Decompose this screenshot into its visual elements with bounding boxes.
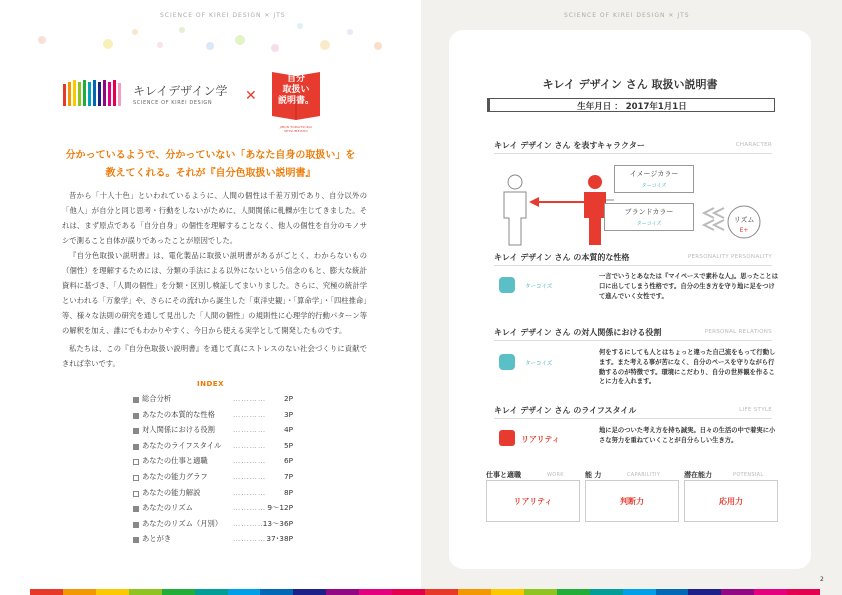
- index-label: あなたの仕事と適職: [142, 456, 208, 466]
- index-leader: …………: [233, 534, 267, 544]
- index-label: あなたのリズム: [142, 503, 193, 513]
- image-color-value: ターコイズ: [641, 183, 667, 189]
- index-label: あなたのリズム（月別）: [142, 518, 223, 528]
- index-bullet: [133, 444, 139, 450]
- book-logo-title: [268, 74, 324, 107]
- index-page: 3P: [283, 409, 293, 419]
- paragraph-2: 『自分色取扱い説明書』は、電化製品に取扱い説明書があるがごとく、わからないもの（個性）を理解するためには、分類の手法による以外にないという信念のもと、膨大な統計資料に基づき、「人間の個性」を分類・区別し検証してまいりました。さらに、究極の統計学といわれる「万象学」や、さらにその流れから誕生した「東洋史観」・「算命学」・「四柱推命」等、様々な法則の研究を通して見出した「人間の個性」の規則性に心理学的行動パターン等の解釈を加え、誰にでもわかりやすく、今日から使える実学として開発したものです。: [62, 251, 367, 335]
- index-page: 6P: [283, 456, 293, 466]
- index-row: [133, 393, 303, 409]
- index-leader: …………: [233, 471, 267, 481]
- lifestyle-section-title: キレイ デザイン さん のライフスタイル: [494, 406, 637, 415]
- character-section-title: キレイ デザイン さん を表すキャラクター: [494, 141, 645, 150]
- book-logo-line-1: 自分: [286, 74, 305, 84]
- index-page: 8P: [283, 487, 293, 497]
- index-bullet: [133, 506, 139, 512]
- index-label: あなたの能力グラフ: [142, 471, 208, 481]
- index-page: 7P: [283, 471, 293, 481]
- ability-value-work: リアリティ: [513, 497, 553, 506]
- book-logo-subtitle: JIBUN TORIATSUKAI SETSUMEISHO: [279, 125, 313, 133]
- index-row: [133, 487, 303, 503]
- index-bullet: [133, 491, 139, 497]
- ability-eng-potential: POTENSIAL: [733, 472, 764, 478]
- book-logo-line-2: 取扱い: [282, 85, 310, 95]
- ability-box-capability: [585, 480, 679, 522]
- rhythm-label: リズム: [733, 216, 755, 224]
- personality-desc: 一言でいうとあなたは『マイペースで素朴な人』。思ったことは口に出してしまう性格です。自分の生き方を守り地に足をつけて進んでいく女性です。: [599, 273, 779, 300]
- index-leader: …………: [233, 425, 267, 435]
- index-row: [133, 533, 303, 549]
- index-leader: …………: [233, 503, 267, 513]
- index-page: 13～36P: [262, 518, 293, 528]
- index-page: 4P: [283, 425, 293, 435]
- cross-mark: ✕: [245, 88, 257, 104]
- book-logo-line-3: 説明書。: [277, 96, 314, 106]
- index-label: あとがき: [142, 534, 172, 544]
- ability-box-work: [486, 480, 580, 522]
- index-label: 対人関係における役割: [142, 425, 215, 435]
- lifestyle-icon: [499, 430, 515, 446]
- page-number: 2: [820, 576, 824, 583]
- lifestyle-section-header: [494, 405, 772, 419]
- book-logo: [268, 68, 324, 133]
- ability-head-work: 仕事と適職: [486, 471, 521, 479]
- index-row: [133, 502, 303, 518]
- image-color-box: [614, 165, 694, 193]
- index-title: INDEX: [197, 380, 224, 388]
- headline-line-2: 教えてくれる。それが『自分色取扱い説明書』: [105, 168, 316, 179]
- dob-text: 生年月日 ： 2017年1月1日: [577, 102, 687, 112]
- index-page: 9～12P: [267, 503, 293, 513]
- index-leader: …………: [233, 456, 267, 466]
- index-page: 2P: [283, 394, 293, 403]
- index-bullet: [133, 459, 139, 465]
- ability-eng-work: WORK: [547, 472, 564, 478]
- index-row: [133, 518, 303, 534]
- ability-head-capability: 能 力: [585, 471, 602, 479]
- index-label: あなたの能力解説: [142, 487, 201, 497]
- ability-value-potential: 応用力: [719, 497, 743, 506]
- ability-eng-capability: CAPABILITIY: [627, 472, 661, 478]
- image-color-label: イメージカラー: [629, 170, 679, 178]
- index-bullet: [133, 413, 139, 419]
- headline-line-1: 分かっているようで、分かっていない「あなた自身の取扱い」を: [65, 150, 356, 161]
- relations-section-eng: PERSONAL RELATIONS: [704, 329, 772, 335]
- brand-color-box: [604, 203, 694, 231]
- index-bullet: [133, 397, 139, 403]
- index-bullet: [133, 475, 139, 481]
- personality-section-eng: PERSONALITY PERSONALITY: [687, 254, 772, 260]
- lifestyle-section-eng: LIFE STYLE: [739, 407, 772, 413]
- brand-name: キレイデザイン学: [133, 84, 228, 98]
- ability-head-potential: 潜在能力: [684, 471, 712, 479]
- rainbow-stripe: [30, 589, 820, 595]
- character-section-eng: CHARACTER: [735, 142, 772, 148]
- index-leader: …………: [233, 487, 267, 497]
- personality-color-swatch: [499, 277, 515, 293]
- personality-tag: ターコイズ: [525, 284, 553, 290]
- character-section-header: [494, 140, 772, 154]
- paragraph-3: 私たちは、この『自分色取扱い説明書』を通じて真にストレスのない社会づくりに貢献できれば幸いです。: [62, 344, 367, 368]
- brand-color-label: ブランドカラー: [624, 208, 674, 216]
- relations-desc: 何をするにしても人とはちょっと違った自己流をもって行動します。また考える事が苦になく、自分のペースを守りながら行動するのが特徴です。環境にこだわり、自分の世界観を作ることに力を入れます。: [599, 349, 776, 386]
- index-leader: …………: [233, 518, 267, 528]
- index-row: [133, 455, 303, 471]
- paragraph-1: 昔から「十人十色」といわれているように、人間の個性は千差万別であり、自分以外の「他人」が自分と同じ思考・行動をしないがために、人間関係に軋轢が生じてきました。それは、まず原点である「自分自身」の個性を理解することなく、他人の個性を自分のモノサシで測ること自体が誤りであったことが原因でした。: [62, 191, 367, 245]
- index-bullet: [133, 428, 139, 434]
- decorative-dots: [0, 0, 421, 60]
- lifestyle-desc: 地に足のついた考え方を持ち誠実。日々の生活の中で着実に小さな努力を重ねていくことが自分らしい生き方。: [599, 427, 776, 444]
- personality-section-header: [494, 252, 772, 266]
- index-bullet: [133, 537, 139, 543]
- index-row: [133, 440, 303, 456]
- relations-tag: ターコイズ: [525, 361, 553, 367]
- rhythm-value: E+: [739, 227, 749, 234]
- running-header-left: SCIENCE OF KIREI DESIGN ✕ JTS: [160, 12, 286, 19]
- ability-value-capability: 判断力: [620, 497, 644, 506]
- relations-color-swatch: [499, 354, 515, 370]
- index-list: [133, 393, 303, 549]
- rainbow-bars-logo: [63, 80, 125, 108]
- dob-bar: [487, 98, 775, 112]
- lifestyle-tag: リアリティ: [521, 435, 560, 444]
- index-leader: …………: [233, 409, 267, 419]
- index-leader: …………: [233, 440, 267, 450]
- index-bullet: [133, 522, 139, 528]
- index-row: [133, 409, 303, 425]
- ability-box-potential: [684, 480, 778, 522]
- index-page: 37･38P: [266, 534, 293, 544]
- personality-section-title: キレイ デザイン さん の本質的な性格: [494, 253, 630, 262]
- relations-section-title: キレイ デザイン さん の対人関係における役割: [494, 328, 662, 337]
- index-leader: …………: [233, 394, 267, 403]
- index-label: あなたの本質的な性格: [142, 409, 215, 419]
- index-row: [133, 424, 303, 440]
- brand-subtitle: SCIENCE OF KIREI DESIGN: [133, 100, 213, 106]
- index-label: 総合分析: [142, 394, 172, 403]
- index-page: 5P: [283, 440, 293, 450]
- manual-card: [449, 30, 811, 569]
- manual-title: キレイ デザイン さん 取扱い説明書: [542, 78, 718, 91]
- brand-color-value: ターコイズ: [636, 221, 662, 227]
- running-header-right: SCIENCE OF KIREI DESIGN ✕ JTS: [564, 12, 690, 19]
- logo-row: [63, 68, 343, 133]
- relations-section-header: [494, 327, 772, 341]
- index-row: [133, 471, 303, 487]
- index-label: あなたのライフスタイル: [142, 440, 222, 450]
